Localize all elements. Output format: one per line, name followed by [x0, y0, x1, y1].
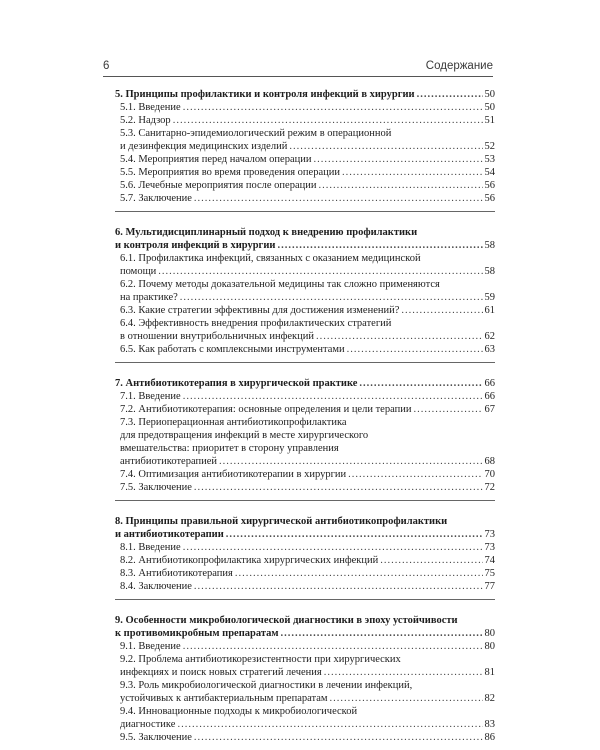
entry-last-line [115, 239, 495, 252]
entry-page-number: 86 [484, 732, 495, 743]
section-entry [115, 390, 495, 403]
entry-last-line [115, 528, 495, 541]
entry-page-number: 56 [484, 180, 495, 191]
entry-text-line: 9.3. Роль микробиологической диагностики в лечении инфекций, [120, 680, 413, 691]
section-entry [115, 317, 495, 343]
chapter-title [115, 614, 495, 640]
chapter-separator [115, 500, 495, 501]
toc-chapter [115, 377, 495, 501]
entry-text-line: помощи [120, 266, 157, 277]
entry-last-line [120, 179, 495, 192]
dot-leader [183, 390, 483, 403]
dot-leader [313, 153, 482, 166]
table-of-contents [115, 88, 495, 744]
section-entry [115, 541, 495, 554]
chapter-title [115, 515, 495, 541]
entry-last-line [120, 114, 495, 127]
dot-leader [158, 265, 482, 278]
entry-last-line [120, 101, 495, 114]
entry-text-line: 5.6. Лечебные мероприятия после операции [120, 180, 317, 191]
section-entry [115, 653, 495, 679]
entry-page-number: 75 [484, 568, 495, 579]
section-entry [115, 640, 495, 653]
section-entry [115, 343, 495, 356]
entry-page-number: 61 [484, 305, 495, 316]
entry-text-line: 9.2. Проблема антибиотикорезистентности при хирургических [120, 654, 401, 665]
entry-last-line [120, 718, 495, 731]
entry-page-number: 63 [484, 344, 495, 355]
entry-page-number: 74 [484, 555, 495, 566]
entry-page-number: 56 [484, 193, 495, 204]
section-entry [115, 127, 495, 153]
dot-leader [177, 718, 482, 731]
entry-text-line: 6.3. Какие стратегии эффективны для достижения изменений? [120, 305, 400, 316]
dot-leader [180, 291, 483, 304]
dot-leader [183, 541, 483, 554]
entry-last-line [120, 403, 495, 416]
entry-page-number: 58 [484, 240, 495, 251]
header-rule [103, 76, 493, 77]
toc-chapter [115, 226, 495, 363]
section-entry [115, 179, 495, 192]
section-entry [115, 153, 495, 166]
chapter-separator [115, 211, 495, 212]
dot-leader [194, 192, 483, 205]
entry-text-line: антибиотикотерапией [120, 456, 217, 467]
entry-text-line: 8.2. Антибиотикопрофилактика хирургических инфекций [120, 555, 379, 566]
section-entry [115, 252, 495, 278]
section-entry [115, 304, 495, 317]
section-entry [115, 554, 495, 567]
entry-text-line: 8. Принципы правильной хирургической антибиотикопрофилактики [115, 516, 448, 527]
entry-text-line: для предотвращения инфекций в месте хирургического [120, 430, 369, 441]
dot-leader [318, 179, 482, 192]
chapter-separator [115, 362, 495, 363]
entry-last-line [120, 330, 495, 343]
dot-leader [281, 627, 483, 640]
dot-leader [173, 114, 483, 127]
entry-text-line: 9.5. Заключение [120, 732, 192, 743]
section-entry [115, 468, 495, 481]
section-entry [115, 679, 495, 705]
chapter-separator [115, 599, 495, 600]
entry-page-number: 73 [484, 542, 495, 553]
entry-text-line: 6.4. Эффективность внедрения профилактических стратегий [120, 318, 392, 329]
entry-text-line: 6. Мультидисциплинарный подход к внедрению профилактики [115, 227, 418, 238]
entry-text-line: инфекциях и поиск новых стратегий лечения [120, 667, 322, 678]
entry-page-number: 72 [484, 482, 495, 493]
entry-text-line: 6.5. Как работать с комплексными инструментами [120, 344, 345, 355]
entry-last-line [120, 468, 495, 481]
entry-text-line: 5.1. Введение [120, 102, 181, 113]
dot-leader [417, 88, 483, 101]
entry-text-line: 8.3. Антибиотикотерапия [120, 568, 233, 579]
dot-leader [330, 692, 483, 705]
entry-page-number: 68 [484, 456, 495, 467]
entry-last-line [120, 455, 495, 468]
chapter-title [115, 226, 495, 252]
dot-leader [316, 330, 482, 343]
dot-leader [380, 554, 482, 567]
dot-leader [413, 403, 482, 416]
entry-text-line: диагностике [120, 719, 176, 730]
entry-last-line [120, 304, 495, 317]
entry-text-line: 7.1. Введение [120, 391, 181, 402]
entry-last-line [120, 567, 495, 580]
running-header [103, 60, 493, 76]
entry-last-line [120, 140, 495, 153]
entry-page-number: 77 [484, 581, 495, 592]
dot-leader [401, 304, 482, 317]
entry-last-line [115, 377, 495, 390]
entry-page-number: 50 [484, 89, 495, 100]
entry-text-line: 5.3. Санитарно-эпидемиологический режим в операционной [120, 128, 392, 139]
entry-last-line [120, 291, 495, 304]
entry-page-number: 54 [484, 167, 495, 178]
section-entry [115, 114, 495, 127]
entry-text-line: 7.5. Заключение [120, 482, 192, 493]
entry-last-line [120, 640, 495, 653]
entry-text-line: 7.4. Оптимизация антибиотикотерапии в хирургии [120, 469, 347, 480]
entry-page-number: 58 [484, 266, 495, 277]
dot-leader [359, 377, 482, 390]
entry-last-line [120, 731, 495, 744]
chapter-title [115, 88, 495, 101]
entry-last-line [120, 554, 495, 567]
dot-leader [183, 640, 483, 653]
chapter-title [115, 377, 495, 390]
entry-text-line: 8.4. Заключение [120, 581, 192, 592]
entry-text-line: 5. Принципы профилактики и контроля инфекций в хирургии [115, 89, 415, 100]
section-entry [115, 101, 495, 114]
entry-text-line: 5.4. Мероприятия перед началом операции [120, 154, 312, 165]
entry-page-number: 80 [484, 641, 495, 652]
dot-leader [194, 481, 483, 494]
dot-leader [183, 101, 483, 114]
section-entry [115, 567, 495, 580]
entry-text-line: 5.5. Мероприятия во время проведения операции [120, 167, 340, 178]
entry-text-line: вмешательства: приоритет в сторону управления [120, 443, 339, 454]
dot-leader [342, 166, 483, 179]
entry-last-line [120, 166, 495, 179]
entry-page-number: 66 [484, 391, 495, 402]
entry-text-line: 6.1. Профилактика инфекций, связанных с оказанием медицинской [120, 253, 421, 264]
entry-text-line: к противомикробным препаратам [115, 628, 279, 639]
dot-leader [194, 731, 483, 744]
entry-page-number: 67 [484, 404, 495, 415]
toc-chapter [115, 88, 495, 212]
entry-page-number: 81 [484, 667, 495, 678]
entry-last-line [120, 390, 495, 403]
entry-page-number: 50 [484, 102, 495, 113]
entry-page-number: 62 [484, 331, 495, 342]
dot-leader [289, 140, 482, 153]
dot-leader [219, 455, 483, 468]
entry-text-line: 9.4. Инновационные подходы к микробиологической [120, 706, 358, 717]
entry-text-line: устойчивых к антибактериальным препаратам [120, 693, 328, 704]
entry-page-number: 59 [484, 292, 495, 303]
entry-last-line [120, 343, 495, 356]
entry-text-line: 6.2. Почему методы доказательной медицины так сложно применяются [120, 279, 440, 290]
section-entry [115, 278, 495, 304]
entry-last-line [120, 481, 495, 494]
entry-last-line [120, 192, 495, 205]
section-entry [115, 166, 495, 179]
dot-leader [347, 343, 483, 356]
entry-page-number: 80 [484, 628, 495, 639]
dot-leader [348, 468, 482, 481]
entry-text-line: на практике? [120, 292, 178, 303]
entry-text-line: 7.3. Периоперационная антибиотикопрофилактика [120, 417, 347, 428]
entry-page-number: 82 [484, 693, 495, 704]
entry-last-line [120, 541, 495, 554]
entry-last-line [115, 627, 495, 640]
entry-text-line: 5.2. Надзор [120, 115, 171, 126]
toc-chapter [115, 515, 495, 600]
entry-text-line: в отношении внутрибольничных инфекций [120, 331, 315, 342]
page-number: 6 [103, 60, 110, 72]
entry-page-number: 83 [484, 719, 495, 730]
entry-last-line [115, 88, 495, 101]
entry-page-number: 70 [484, 469, 495, 480]
toc-chapter [115, 614, 495, 744]
dot-leader [226, 528, 483, 541]
entry-text-line: 8.1. Введение [120, 542, 181, 553]
entry-last-line [120, 666, 495, 679]
dot-leader [324, 666, 483, 679]
entry-page-number: 73 [484, 529, 495, 540]
entry-last-line [120, 692, 495, 705]
entry-text-line: и антибиотикотерапии [115, 529, 224, 540]
dot-leader [194, 580, 483, 593]
section-entry [115, 731, 495, 744]
entry-text-line: 9. Особенности микробиологической диагностики в эпоху устойчивости [115, 615, 458, 626]
entry-text-line: и контроля инфекций в хирургии [115, 240, 276, 251]
dot-leader [277, 239, 482, 252]
running-title: Содержание [425, 60, 493, 72]
section-entry [115, 705, 495, 731]
section-entry [115, 192, 495, 205]
entry-text-line: 9.1. Введение [120, 641, 181, 652]
entry-text-line: 7. Антибиотикотерапия в хирургической практике [115, 378, 358, 389]
entry-page-number: 51 [484, 115, 495, 126]
section-entry [115, 403, 495, 416]
entry-last-line [120, 153, 495, 166]
dot-leader [235, 567, 483, 580]
entry-text-line: и дезинфекция медицинских изделий [120, 141, 288, 152]
entry-text-line: 7.2. Антибиотикотерапия: основные определения и цели терапии [120, 404, 412, 415]
section-entry [115, 416, 495, 468]
entry-text-line: 5.7. Заключение [120, 193, 192, 204]
section-entry [115, 580, 495, 593]
entry-page-number: 53 [484, 154, 495, 165]
entry-last-line [120, 580, 495, 593]
entry-page-number: 52 [484, 141, 495, 152]
entry-last-line [120, 265, 495, 278]
entry-page-number: 66 [484, 378, 495, 389]
section-entry [115, 481, 495, 494]
